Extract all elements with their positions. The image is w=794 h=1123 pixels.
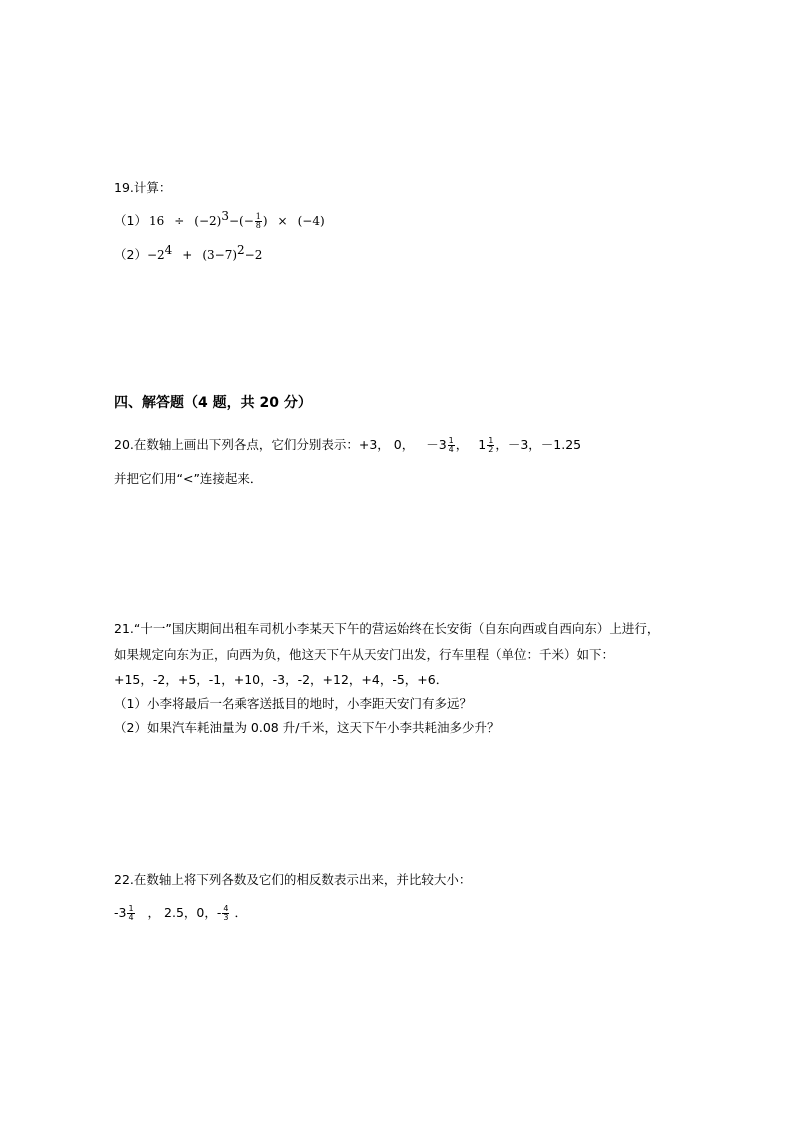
q21-line5: （2）如果汽车耗油量为 0.08 升/千米，这天下午小李共耗油多少升？ [114,720,500,735]
q22-value1-num: 1 [128,904,134,913]
q20-text-a: 20.在数轴上画出下列各点，它们分别表示：+3， 0， [114,437,415,452]
q20-value1-fraction [448,437,455,454]
q22-line1: 22.在数轴上将下列各数及它们的相反数表示出来，并比较大小： [114,872,472,887]
q19-part1-times: × [277,214,288,228]
q22-line2 [114,904,247,922]
q19-part2-exp1: 4 [164,243,173,257]
q19-part2-term1: −2 [146,248,165,262]
q19-part1-frac-den: 8 [255,221,261,230]
q22-value1-den: 4 [128,913,134,922]
q22-value2-fraction [222,905,229,922]
q19-part1-term1: 16 [148,214,165,228]
q22-value2-den: 3 [223,913,229,922]
q20-value2-den: 2 [488,445,494,454]
q19-part1-label: （1） [114,213,147,228]
q22-end: ． [234,905,247,920]
q22-value1-int: -3 [114,905,127,920]
q22-value1-fraction [127,905,134,922]
q19-part2 [114,243,263,264]
q22-mid: ， 2.5，0， [147,905,217,920]
q19-part2-plus: + [182,248,193,262]
q21-line1: 21.“十一”国庆期间出租车司机小李某天下午的营运始终在长安街（自东向西或自西向东）上进行， [114,621,660,636]
q20-value2-fraction [487,437,494,454]
q19-part1-minus: −(− [228,214,254,228]
q20-sep1: ， [455,437,469,452]
q21-line3: +15，-2，+5，-1，+10，-3，-2，+12，+4，-5，+6． [114,672,449,687]
q22-value2-num: 4 [223,904,229,913]
q19-part1-fraction [255,213,262,230]
q20-line2: 并把它们用“<”连接起来． [114,471,263,486]
q19-part1-exp: 3 [221,209,229,223]
q19-part2-exp2: 2 [237,243,245,257]
q19-part1-close: ) [262,214,268,228]
q19-part1-last: (−4) [297,214,325,228]
q19-part2-base: (3−7) [202,248,238,262]
q19-part2-label: （2） [114,247,147,262]
q22-value2-sign: - [216,905,222,920]
q19-part1-frac-num: 1 [255,212,261,221]
q19-part1 [114,209,325,230]
q20-value1-den: 4 [448,445,454,454]
q21-line4: （1）小李将最后一名乘客送抵目的地时，小李距天安门有多远？ [114,696,472,711]
q19-part1-base: (−2) [194,214,222,228]
q20-line1 [114,436,581,454]
q20-text-tail: ，－3，－1.25 [495,437,582,452]
q20-value1-num: 1 [448,436,454,445]
q20-value2-int: 1 [478,437,487,452]
q21-line2: 如果规定向东为正，向西为负，他这天下午从天安门出发，行车里程（单位：千米）如下： [114,647,615,662]
q19-part1-divide: ÷ [174,214,185,228]
q19-part2-tail: −2 [244,248,263,262]
section4-heading: 四、解答题（4 题，共 20 分） [114,395,312,411]
q19-title: 19.计算： [114,180,172,195]
q20-value2-num: 1 [488,436,494,445]
q20-value1-int: －3 [426,437,447,452]
